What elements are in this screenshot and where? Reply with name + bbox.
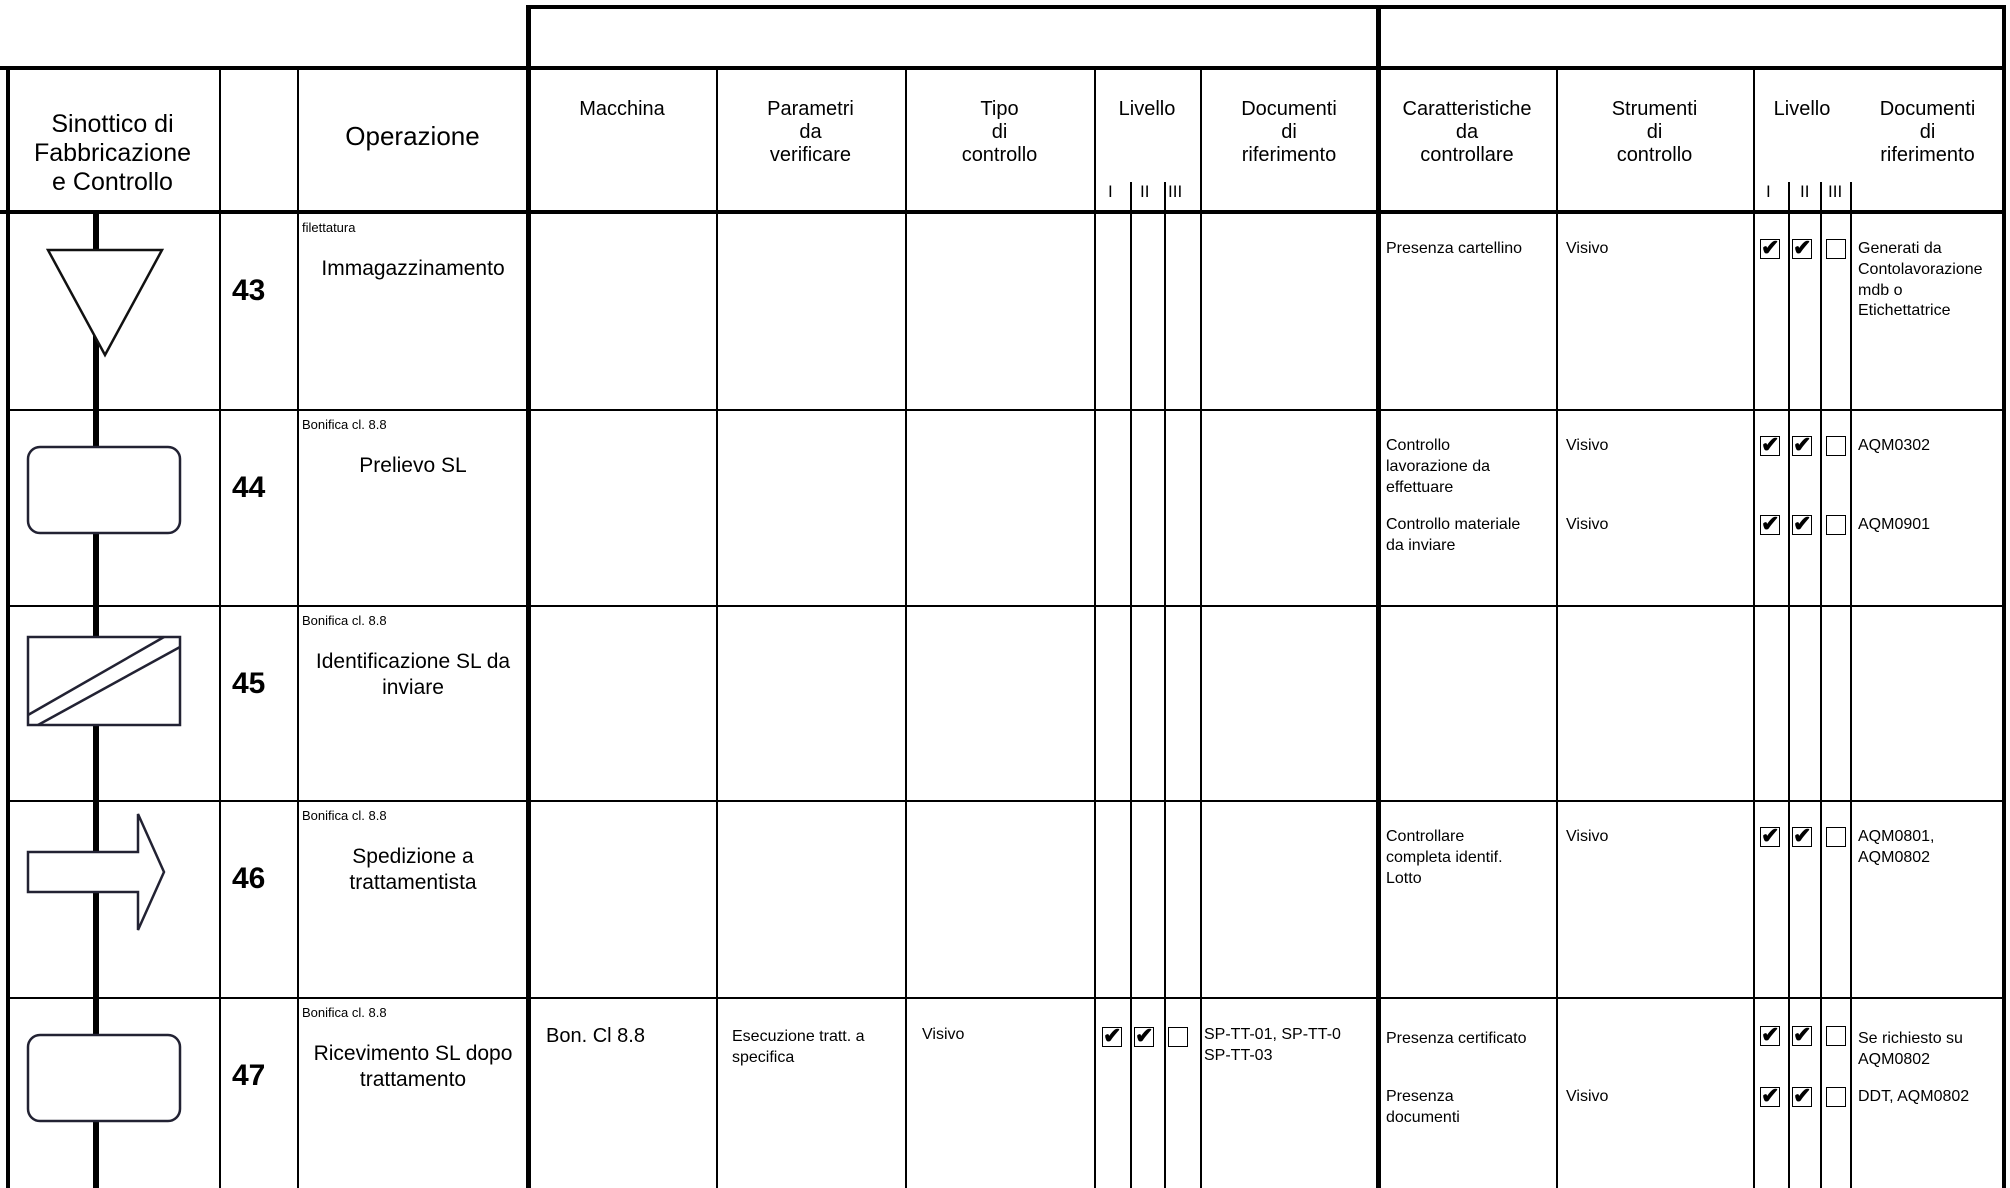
header-params: Parametri da verificare [767, 98, 854, 166]
row-divider [6, 605, 2004, 607]
product-level-checkbox-2[interactable]: ✔ [1793, 823, 1812, 848]
product-level-checkbox-1[interactable]: ✔ [1761, 823, 1780, 848]
level-subcolumn-line [1820, 182, 1822, 1188]
product-docs: Generati da Contolavorazione mdb o Etichettatrice [1858, 240, 1983, 320]
top-border [526, 5, 2006, 9]
product-docs: Se richiesto su AQM0802 [1858, 1030, 1963, 1068]
product-level-checkbox-1[interactable]: ✔ [1761, 1083, 1780, 1108]
product-tool: Visivo [1566, 1088, 1609, 1105]
process-level-checkbox-3[interactable] [1168, 1027, 1188, 1047]
product-level-checkbox-3[interactable] [1826, 239, 1846, 259]
product-level-mark-2: II [1800, 182, 1810, 201]
product-level-checkbox-1[interactable]: ✔ [1761, 235, 1780, 260]
product-level-mark-1: I [1766, 182, 1771, 201]
column-line [905, 68, 907, 1188]
product-characteristic: Controllare completa identif. Lotto [1386, 828, 1503, 887]
header-tools: Strumenti di controllo [1611, 98, 1698, 166]
column-line [1556, 68, 1558, 1188]
operation-number: 46 [232, 862, 266, 895]
header-process-level: Livello [1118, 98, 1176, 120]
product-docs: AQM0801, AQM0802 [1858, 828, 1935, 866]
operation-number: 43 [232, 274, 266, 307]
operation-name: Prelievo SL [359, 454, 467, 477]
row-divider [6, 800, 2004, 802]
operation-name: Identificazione SL da inviare [315, 650, 511, 700]
product-docs: AQM0302 [1858, 437, 1931, 454]
product-docs: AQM0901 [1858, 516, 1931, 533]
hatched-box-icon [16, 617, 216, 777]
product-characteristic: Presenza documenti [1386, 1088, 1460, 1126]
product-level-checkbox-2[interactable]: ✔ [1793, 432, 1812, 457]
product-characteristic: Controllo lavorazione da effettuare [1386, 437, 1491, 496]
row-divider [6, 409, 2004, 411]
level-subcolumn-line [1850, 182, 1852, 1188]
product-level-checkbox-3[interactable] [1826, 827, 1846, 847]
arrow-right-icon [16, 802, 216, 962]
operation-category: filettatura [302, 220, 356, 235]
product-level-checkbox-2[interactable]: ✔ [1793, 1083, 1812, 1108]
left-border [6, 68, 10, 1188]
header-process-docs: Documenti di riferimento [1241, 98, 1337, 166]
level-subcolumn-line [1788, 182, 1790, 1188]
header-operation: Operazione [345, 121, 480, 151]
product-level-checkbox-3[interactable] [1826, 1026, 1846, 1046]
product-docs: DDT, AQM0802 [1858, 1088, 1970, 1105]
process-control-type: Visivo [922, 1026, 965, 1043]
operation-category: Bonifica cl. 8.8 [302, 417, 387, 432]
product-level-checkbox-1[interactable]: ✔ [1761, 1022, 1780, 1047]
product-level-checkbox-1[interactable]: ✔ [1761, 432, 1780, 457]
product-level-checkbox-3[interactable] [1826, 515, 1846, 535]
operation-name: Immagazzinamento [321, 257, 505, 280]
product-characteristic: Presenza cartellino [1386, 240, 1523, 257]
operation-name: Spedizione a trattamentista [349, 845, 477, 895]
level-subcolumn-line [1164, 182, 1166, 1188]
header-bottom-line [0, 210, 2006, 214]
header-top-line [0, 66, 2006, 70]
product-level-checkbox-1[interactable]: ✔ [1761, 511, 1780, 536]
header-synoptic: Sinottico di Fabbricazione e Controllo [33, 110, 192, 196]
process-level-checkbox-2[interactable]: ✔ [1135, 1023, 1154, 1048]
product-tool: Visivo [1566, 828, 1609, 845]
product-level-mark-3: III [1828, 182, 1843, 201]
level-subcolumn-line [1130, 182, 1132, 1188]
row-divider [6, 997, 2004, 999]
product-level-checkbox-2[interactable]: ✔ [1793, 1022, 1812, 1047]
column-line [297, 68, 299, 1188]
operation-category: Bonifica cl. 8.8 [302, 1005, 387, 1020]
header-product-docs: Documenti di riferimento [1879, 98, 1976, 166]
product-level-checkbox-2[interactable]: ✔ [1793, 235, 1812, 260]
product-level-checkbox-3[interactable] [1826, 1087, 1846, 1107]
operation-number: 47 [232, 1059, 266, 1092]
column-line [1200, 68, 1202, 1188]
operation-category: Bonifica cl. 8.8 [302, 808, 387, 823]
column-line [219, 68, 221, 1188]
process-level-mark-1: I [1108, 182, 1113, 201]
rounded-box-icon [16, 417, 216, 577]
header-characteristics: Caratteristiche da controllare [1402, 98, 1532, 166]
operation-number: 44 [232, 471, 266, 504]
product-characteristic: Presenza certificato [1386, 1030, 1527, 1047]
process-level-mark-3: III [1168, 182, 1183, 201]
operation-name: Ricevimento SL dopo trattamento [313, 1042, 513, 1092]
product-tool: Visivo [1566, 437, 1609, 454]
header-control-type: Tipo di controllo [961, 98, 1038, 166]
column-line [716, 68, 718, 1188]
column-line [1753, 68, 1755, 1188]
header-machine: Macchina [579, 98, 665, 120]
right-border [2002, 5, 2006, 1188]
product-characteristic: Controllo materiale da inviare [1386, 516, 1521, 554]
triangle-icon [16, 220, 216, 380]
product-left-border [1376, 5, 1381, 1188]
product-level-checkbox-3[interactable] [1826, 436, 1846, 456]
operation-category: Bonifica cl. 8.8 [302, 613, 387, 628]
rounded-box-icon [16, 1005, 216, 1165]
operation-number: 45 [232, 667, 266, 700]
process-docs: SP-TT-01, SP-TT-0 SP-TT-03 [1204, 1026, 1341, 1064]
column-line [1094, 68, 1096, 1188]
process-params: Esecuzione tratt. a specifica [732, 1028, 865, 1066]
product-tool: Visivo [1566, 240, 1609, 257]
product-tool: Visivo [1566, 516, 1609, 533]
header-product-level: Livello [1773, 98, 1831, 120]
process-level-mark-2: II [1140, 182, 1150, 201]
process-machine: Bon. Cl 8.8 [546, 1025, 645, 1047]
process-level-checkbox-1[interactable]: ✔ [1103, 1023, 1122, 1048]
product-level-checkbox-2[interactable]: ✔ [1793, 511, 1812, 536]
process-left-border [526, 5, 531, 1188]
